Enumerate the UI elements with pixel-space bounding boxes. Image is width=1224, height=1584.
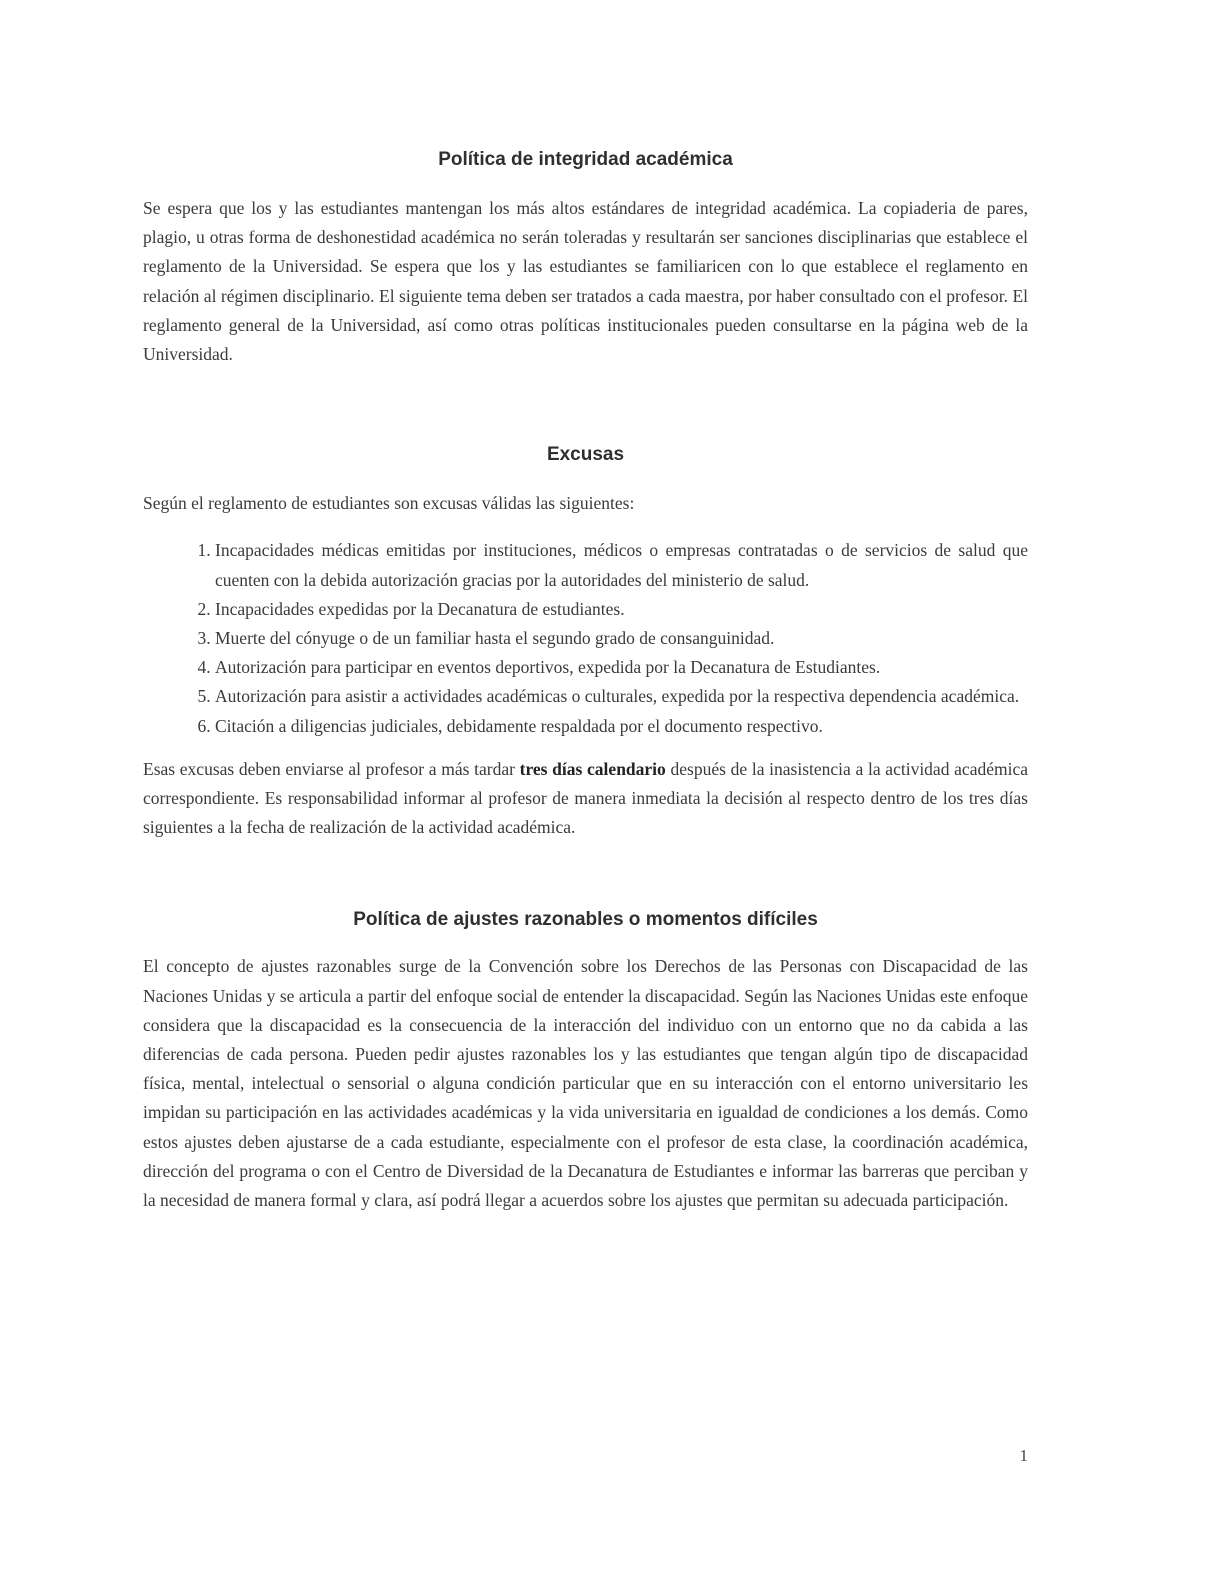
document-content bbox=[143, 142, 1028, 1215]
excuses-closing bbox=[143, 755, 1028, 843]
list-item: 2. Incapacidades expedidas por la Decanatura de estudiantes. bbox=[215, 595, 1028, 624]
section-body-integrity: Se espera que los y las estudiantes mantengan los más altos estándares de integridad académica. La copiaderia de pares, plagio, u otras forma de deshonestidad académica no serán toleradas y resultarán ser sanciones disciplinarias que establece el reglamento de la Universidad. Se espera que los y las estudiantes se familiaricen con lo que establece el reglamento en relación al régimen disciplinario. El siguiente tema deben ser tratados a cada maestra, por haber consultado con el profesor. El reglamento general de la Universidad, así como otras políticas institucionales pueden consultarse en la página web de la Universidad. bbox=[143, 198, 1028, 365]
list-item: 1. Incapacidades médicas emitidas por instituciones, médicos o empresas contratadas o de servicios de salud que cuenten con la debida autorización gracias por la autoridades del ministerio de salud. bbox=[215, 536, 1028, 594]
excuses-list bbox=[143, 536, 1028, 740]
section-title-integrity: Política de integridad académica bbox=[438, 149, 733, 170]
excuses-deadline: tres días calendario bbox=[519, 758, 666, 779]
page-number: 1 bbox=[1019, 1446, 1028, 1465]
section-body-adjustments: El concepto de ajustes razonables surge de la Convención sobre los Derechos de las Personas con Discapacidad de las Naciones Unidas y se articula a partir del enfoque social de entender la discapacidad. Según las Naciones Unidas este enfoque considera que la discapacidad es la consecuencia de la interacción del individuo con un entorno que no da cabida a las diferencias de cada persona. Pueden pedir ajustes razonables los y las estudiantes que tengan algún tipo de discapacidad física, mental, intelectual o sensorial o alguna condición particular que en su interacción con el entorno universitario les impidan su participación en las actividades académicas y la vida universitaria en igualdad de condiciones a los demás. Como estos ajustes deben ajustarse de a cada estudiante, especialmente con el profesor de esta clase, la coordinación académica, dirección del programa o con el Centro de Diversidad de la Decanatura de Estudiantes e informar las barreras que perciban y la necesidad de manera formal y clara, así podrá llegar a acuerdos sobre los ajustes que permitan su adecuada participación. bbox=[143, 956, 1028, 1211]
list-item: 4. Autorización para participar en eventos deportivos, expedida por la Decanatura de Estudiantes. bbox=[215, 653, 1028, 682]
section-title-adjustments: Política de ajustes razonables o momentos difíciles bbox=[353, 909, 818, 931]
list-item: 3. Muerte del cónyuge o de un familiar hasta el segundo grado de consanguinidad. bbox=[215, 624, 1028, 653]
list-item: 5. Autorización para asistir a actividades académicas o culturales, expedida por la respectiva dependencia académica. bbox=[215, 682, 1028, 711]
excuses-closing-before: Esas excusas deben enviarse al profesor a más tardar bbox=[143, 758, 520, 779]
list-item: 6. Citación a diligencias judiciales, debidamente respaldada por el documento respectivo. bbox=[215, 712, 1028, 741]
excuses-closing-after: después de la inasistencia a la actividad académica correspondiente. Es responsabilidad informar al profesor de manera inmediata la decisión al respecto dentro de los tres días siguientes a la fecha de realización de la actividad académica. bbox=[143, 758, 1028, 838]
excuses-intro: Según el reglamento de estudiantes son excusas válidas las siguientes: bbox=[143, 493, 635, 514]
section-title-excuses: Excusas bbox=[546, 444, 625, 466]
